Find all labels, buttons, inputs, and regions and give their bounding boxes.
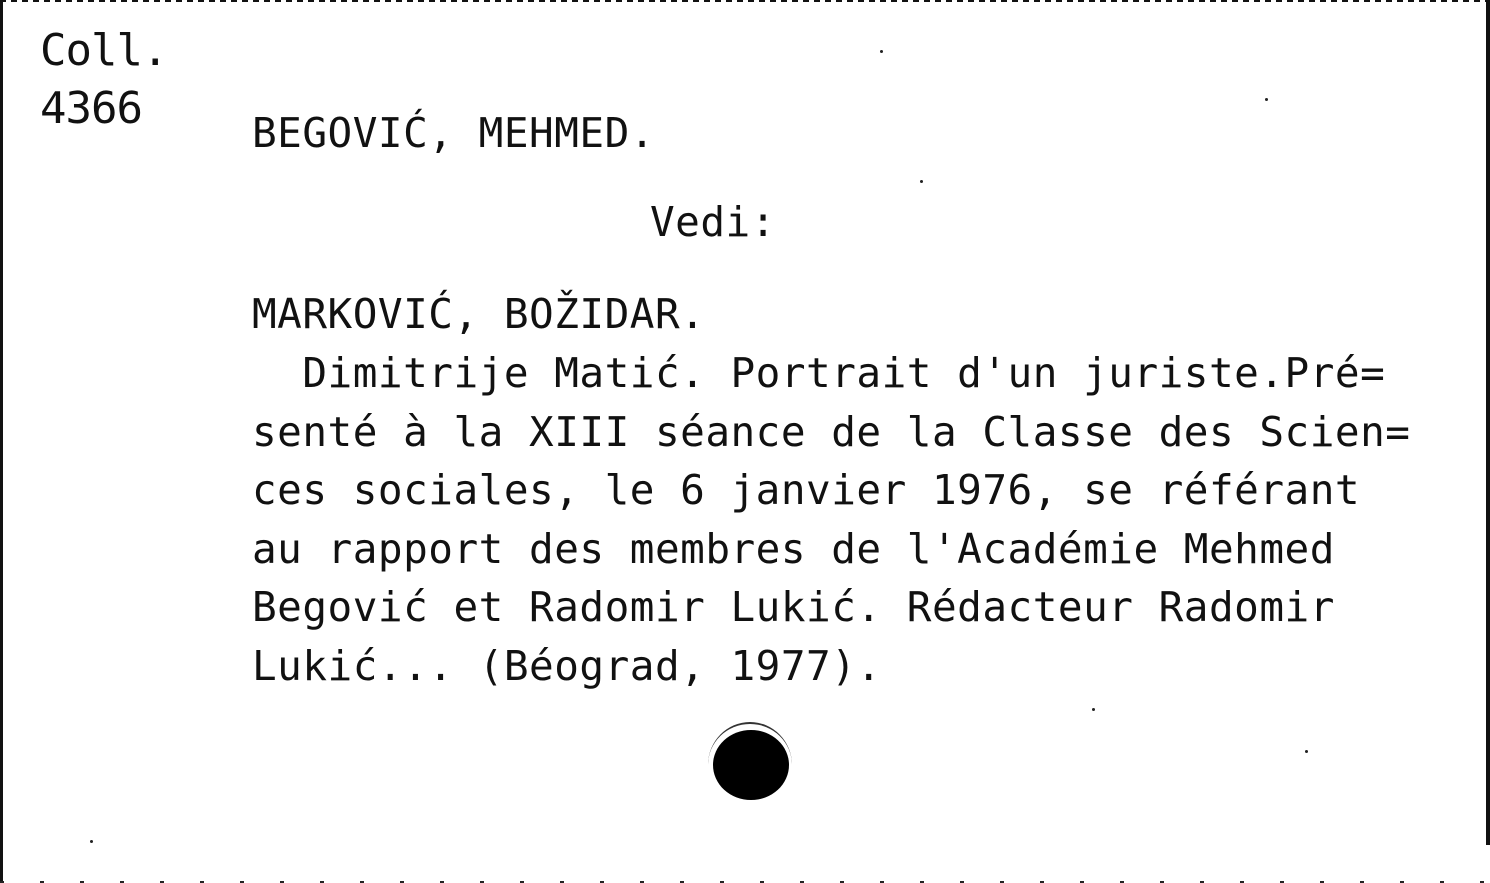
ink-speck xyxy=(1305,750,1308,753)
description-line: Dimitrije Matić. Portrait d'un juriste.Pré= xyxy=(252,349,1386,397)
call-number-collection: Coll. xyxy=(40,25,168,76)
description-line: ces sociales, le 6 janvier 1976, se référant xyxy=(252,466,1361,514)
ink-speck xyxy=(880,50,883,53)
ink-speck xyxy=(1265,98,1268,101)
card-right-edge xyxy=(1486,0,1490,845)
ink-speck xyxy=(920,180,923,183)
bibliographic-description xyxy=(252,344,1410,695)
description-line: au rapport des membres de l'Académie Mehmed xyxy=(252,524,1335,573)
punch-hole xyxy=(713,730,789,800)
ink-speck xyxy=(90,840,93,843)
card-top-edge xyxy=(0,0,1490,2)
ink-speck xyxy=(1092,708,1095,711)
main-entry-author: MARKOVIĆ, BOŽIDAR. xyxy=(252,290,706,338)
description-line: Lukić... (Béograd, 1977). xyxy=(252,641,882,690)
description-line: senté à la XIII séance de la Classe des Scien= xyxy=(252,407,1411,456)
see-reference: Vedi: xyxy=(650,198,776,246)
card-left-edge xyxy=(0,0,3,883)
call-number-value: 4366 xyxy=(40,83,142,134)
heading-entry: BEGOVIĆ, MEHMED. xyxy=(252,109,655,157)
description-line: Begović et Radomir Lukić. Rédacteur Radomir xyxy=(252,583,1335,631)
call-number xyxy=(40,22,167,138)
